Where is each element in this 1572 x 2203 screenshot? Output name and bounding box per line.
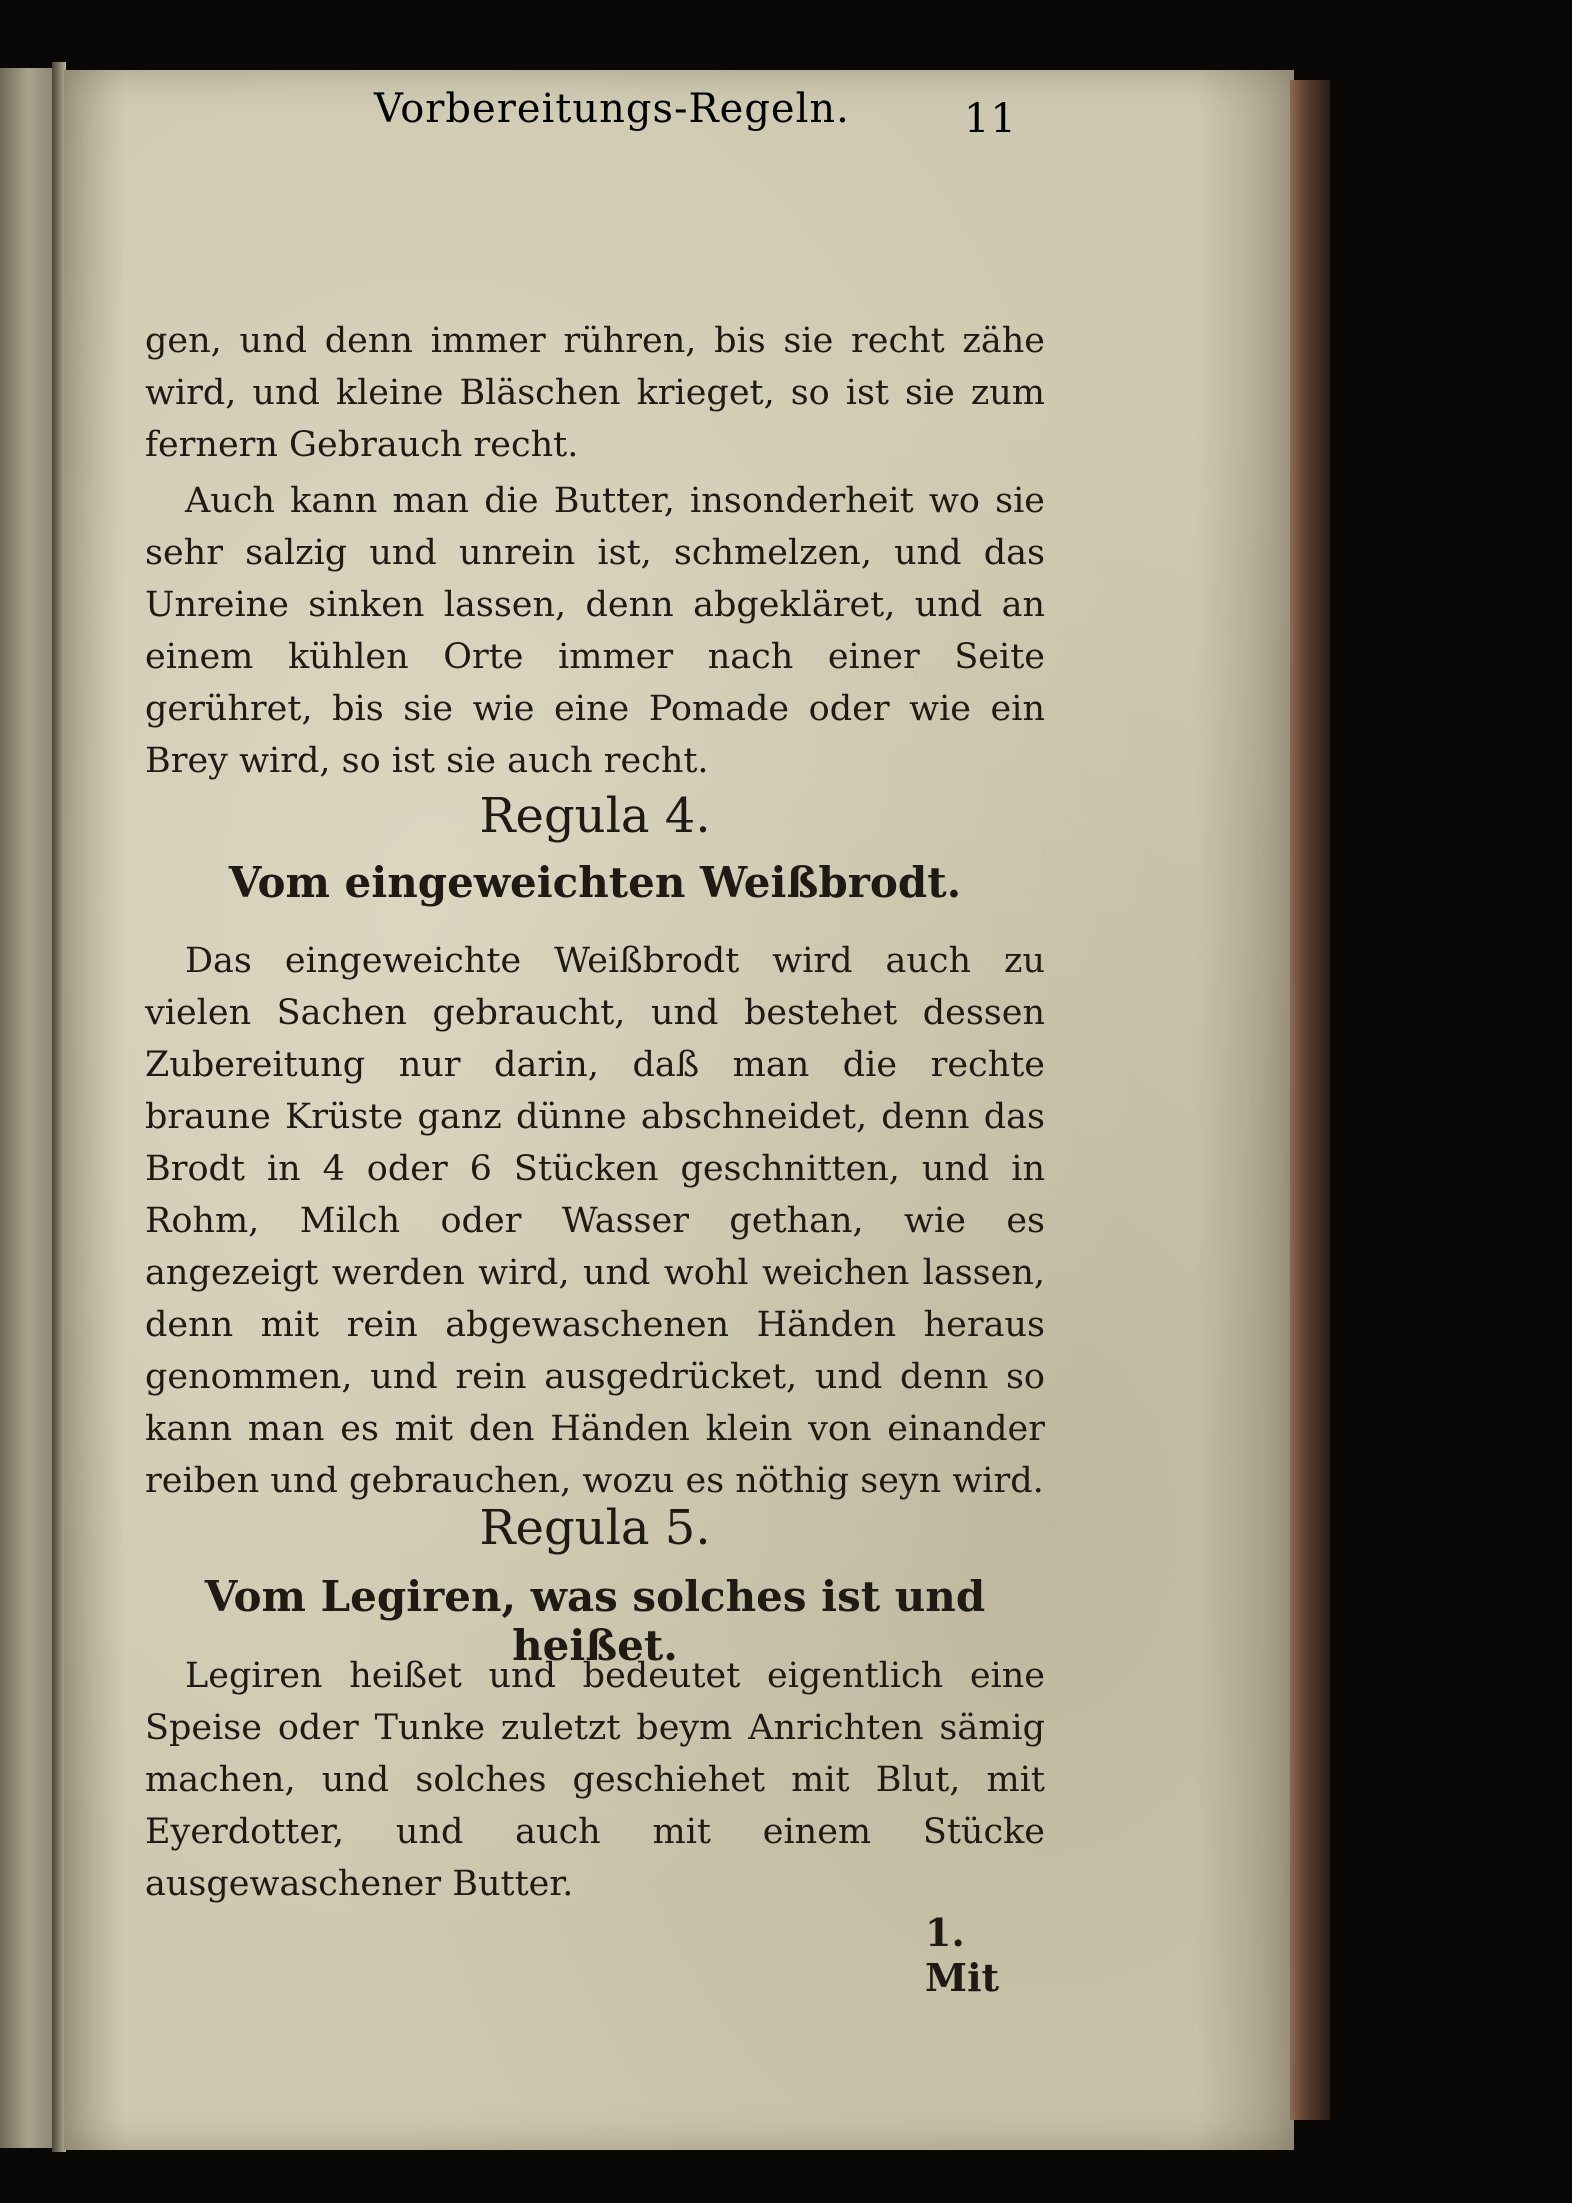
regula-4-subtitle: Vom eingeweichten Weißbrodt. [228, 858, 962, 907]
paragraph-2: Auch kann man die Butter, insonderheit wo sie sehr salzig und unrein ist, schmelzen, und das Unreine sinken lassen, denn abgekläret, und an einem kühlen Orte immer nach einer Seite gerühret, bis sie wie eine Pomade oder wie ein Brey wird, so ist sie auch recht. [145, 481, 1045, 781]
page-number: 11 [964, 96, 1017, 142]
regula-5-subtitle: Vom Legiren, was solches ist und heißet. [204, 1572, 986, 1670]
running-head: Vorbereitungs-Regeln. [374, 86, 850, 132]
regula-4-title: Regula 4. [479, 788, 711, 844]
regula-5-title: Regula 5. [479, 1500, 711, 1556]
paragraph-1: gen, und denn immer rühren, bis sie recht zähe wird, und kleine Bläschen krieget, so ist sie zum fernern Gebrauch recht. [145, 321, 1045, 465]
catchword: 1. Mit [925, 1910, 1000, 2000]
left-page-margin [0, 68, 52, 2148]
page-edge [1290, 80, 1330, 2120]
regula-4-text: Das eingeweichte Weißbrodt wird auch zu vielen Sachen gebraucht, und bestehet dessen Zubereitung nur darin, daß man die rechte braune Krüste ganz dünne abschneidet, denn das Brodt in 4 oder 6 Stücken geschnitten, und in Rohm, Milch oder Wasser gethan, wie es angezeigt werden wird, und wohl weichen lassen, denn mit rein abgewaschenen Händen heraus genommen, und rein ausgedrücket, und denn so kann man es mit den Händen klein von einander reiben und gebrauchen, wozu es nöthig seyn wird. [145, 941, 1045, 1501]
regula-5-text: Legiren heißet und bedeutet eigentlich eine Speise oder Tunke zuletzt beym Anrichten sämig machen, und solches geschiehet mit Blut, mit Eyerdotter, und auch mit einem Stücke ausgewaschener Butter. [145, 1656, 1045, 1904]
